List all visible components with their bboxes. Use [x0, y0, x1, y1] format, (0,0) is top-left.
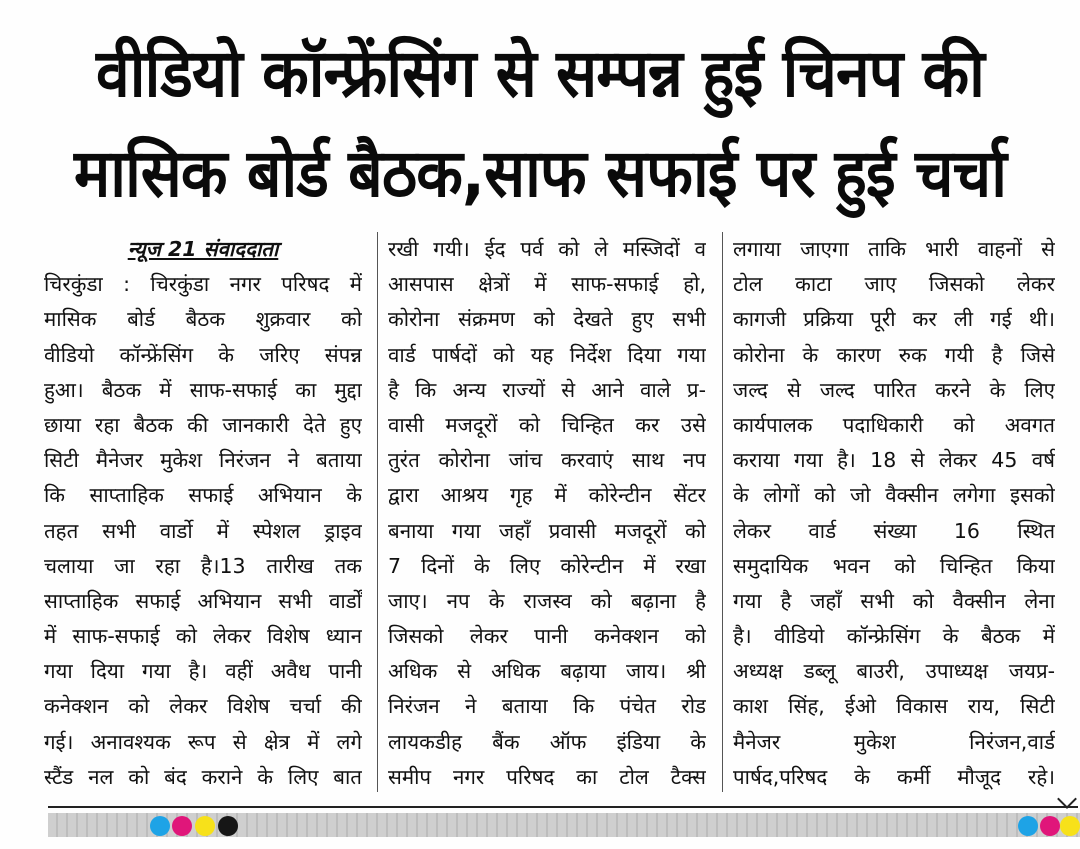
column-1-line: कनेक्शन को लेकर विशेष चर्चा की [44, 694, 362, 719]
column-2-line: लायकडीह बैंक ऑफ इंडिया के [388, 729, 706, 754]
magenta-registration-dot-icon [1040, 816, 1060, 836]
column-3-line: कागजी प्रक्रिया पूरी कर ली गई थी। [733, 307, 1055, 332]
column-1-line: चिरकुंडा : चिरकुंडा नगर परिषद में [44, 272, 362, 297]
column-2-line: निरंजन ने बताया कि पंचेत रोड [388, 694, 706, 719]
black-registration-dot-icon [218, 816, 238, 836]
column-divider [722, 232, 723, 792]
column-2-line: है कि अन्य राज्यों से आने वाले प्र- [388, 377, 706, 402]
yellow-registration-dot-icon [1060, 816, 1080, 836]
column-1-line: स्टैंड नल को बंद कराने के लिए बात [44, 764, 362, 789]
column-3-line: अध्यक्ष डब्लू बाउरी, उपाध्यक्ष जयप्र- [733, 659, 1055, 684]
column-1-line: हुआ। बैठक में साफ-सफाई का मुद्दा [44, 377, 362, 402]
column-2-line: कोरोना संक्रमण को देखते हुए सभी [388, 307, 706, 332]
column-1-line: साप्ताहिक सफाई अभियान सभी वार्डों [44, 588, 362, 613]
column-3-line: टोल काटा जाए जिसको लेकर [733, 272, 1055, 297]
bottom-rule [48, 806, 1078, 808]
column-2-line: तुरंत कोरोना जांच करवाएं साथ नप [388, 448, 706, 473]
column-1-line: कि साप्ताहिक सफाई अभियान के [44, 483, 362, 508]
column-3-line: समुदायिक भवन को चिन्हित किया [733, 553, 1055, 578]
column-divider [377, 232, 378, 792]
column-2-line: बनाया गया जहाँ प्रवासी मजदूरों को [388, 518, 706, 543]
headline-line-1: वीडियो कॉन्फ्रेंसिंग से सम्पन्न हुई चिनप की [95, 35, 984, 112]
column-1-line: सिटी मैनेजर मुकेश निरंजन ने बताया [44, 448, 362, 473]
magenta-registration-dot-icon [172, 816, 192, 836]
article-column-2 [388, 232, 706, 795]
column-1-line: वीडियो कॉन्फ्रेंसिंग के जरिए संपन्न [44, 342, 362, 367]
column-1-line: गया दिया गया है। वहीं अवैध पानी [44, 659, 362, 684]
column-3-line: लगाया जाएगा ताकि भारी वाहनों से [733, 237, 1055, 261]
column-3-line: जल्द से जल्द पारित करने के लिए [733, 377, 1055, 402]
column-2-line: रखी गयी। ईद पर्व को ले मस्जिदों व [388, 237, 706, 261]
byline: न्यूज 21 संवाददाता [127, 237, 279, 261]
column-1-line: तहत सभी वार्डो में स्पेशल ड्राइव [44, 518, 362, 543]
column-3-line: मैनेजर मुकेश निरंजन,वार्ड [733, 729, 1055, 754]
column-3-line: के लोगों को जो वैक्सीन लगेगा इसको [733, 483, 1055, 508]
column-2-line: जाए। नप के राजस्व को बढ़ाना है [388, 588, 706, 613]
column-1-line: गई। अनावश्यक रूप से क्षेत्र में लगे [44, 729, 362, 754]
column-1-line: मासिक बोर्ड बैठक शुक्रवार को [44, 307, 362, 332]
yellow-registration-dot-icon [195, 816, 215, 836]
column-2-line: वार्ड पार्षदों को यह निर्देश दिया गया [388, 342, 706, 367]
article-column-1 [44, 232, 362, 795]
column-2-line: आसपास क्षेत्रों में साफ-सफाई हो, [388, 272, 706, 297]
column-1-line: में साफ-सफाई को लेकर विशेष ध्यान [44, 624, 362, 649]
column-3-line: पार्षद,परिषद के कर्मी मौजूद रहे। [733, 764, 1055, 789]
column-3-line: लेकर वार्ड संख्या 16 स्थित [733, 518, 1055, 543]
column-3-line: है। वीडियो कॉन्फ्रेसिंग के बैठक में [733, 624, 1055, 649]
column-3-line: कराया गया है। 18 से लेकर 45 वर्ष [733, 448, 1055, 473]
headline-line-2: मासिक बोर्ड बैठक,साफ सफाई पर हुई चर्चा [73, 135, 1007, 212]
column-2-line: वासी मजदूरों को चिन्हित कर उसे [388, 412, 706, 437]
column-1-line: चलाया जा रहा है।13 तारीख तक [44, 553, 362, 578]
cyan-registration-dot-icon [1018, 816, 1038, 836]
column-2-line: अधिक से अधिक बढ़ाया जाय। श्री [388, 659, 706, 684]
column-2-line: जिसको लेकर पानी कनेक्शन को [388, 624, 706, 649]
column-2-line: समीप नगर परिषद का टोल टैक्स [388, 764, 706, 789]
column-3-line: काश सिंह, ईओ विकास राय, सिटी [733, 694, 1055, 719]
cyan-registration-dot-icon [150, 816, 170, 836]
column-3-line: गया है जहाँ सभी को वैक्सीन लेना [733, 588, 1055, 613]
column-2-line: द्वारा आश्रय गृह में कोरेन्टीन सेंटर [388, 483, 706, 508]
column-1-line: छाया रहा बैठक की जानकारी देते हुए [44, 412, 362, 437]
column-3-line: कार्यपालक पदाधिकारी को अवगत [733, 412, 1055, 437]
column-2-line: 7 दिनों के लिए कोरेन्टीन में रखा [388, 553, 706, 578]
article-column-3 [733, 232, 1055, 795]
column-3-line: कोरोना के कारण रुक गयी है जिसे [733, 342, 1055, 367]
